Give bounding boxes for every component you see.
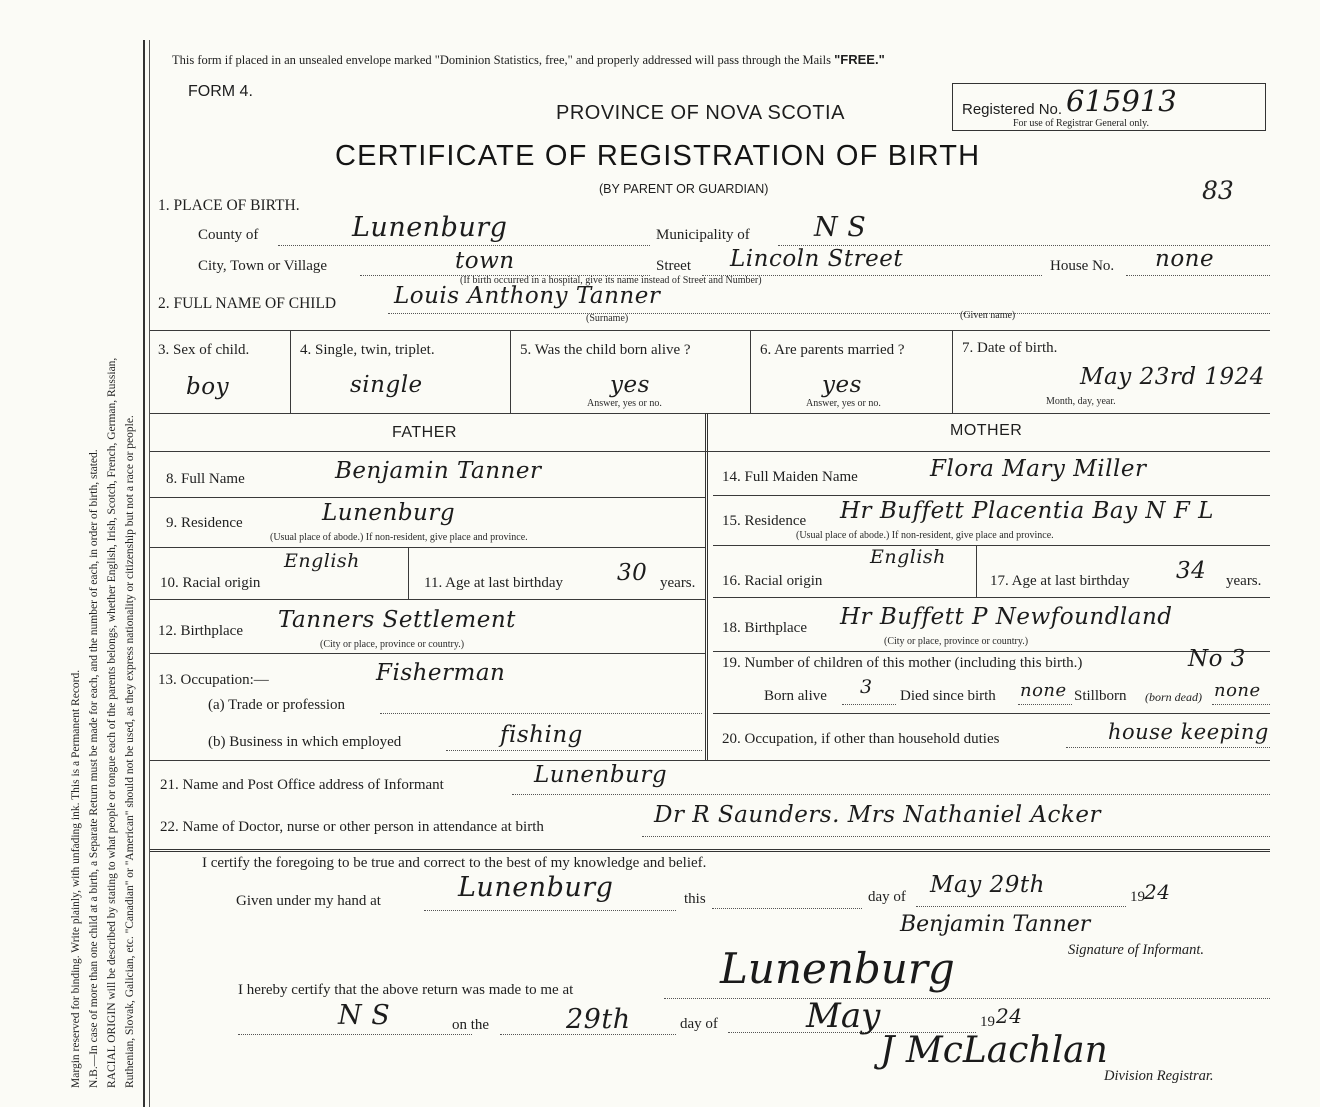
mother-name-label: 14. Full Maiden Name: [722, 469, 858, 485]
mother-row-line-1: [713, 495, 1270, 496]
mother-name-value: Flora Mary Miller: [930, 456, 1147, 482]
born-alive-count-rule: [842, 704, 896, 705]
postal-note-text: This form if placed in an unsealed envelope marked "Dominion Statistics, free," and properly addressed will pass through the Mails: [172, 53, 835, 67]
father-race-divider: [408, 547, 409, 599]
city-value: town: [455, 248, 515, 274]
given-place-rule: [424, 910, 676, 911]
hospital-note: (If birth occurred in a hospital, give its name instead of Street and Number): [460, 275, 762, 286]
born-alive-note: Answer, yes or no.: [587, 398, 662, 409]
born-alive-count-label: Born alive: [764, 688, 827, 704]
doctor-value: Dr R Saunders. Mrs Nathaniel Acker: [654, 802, 1101, 828]
mother-race-value: English: [870, 546, 946, 568]
margin-note-nationality: Ruthenian, Slovak, Galician, etc. "Canadian" or "American" should not be used, as they express nationality or citizenship but not a race or people.: [124, 415, 136, 1088]
box-divider-2: [510, 330, 511, 413]
given-name-note: (Given name): [960, 310, 1016, 321]
mother-age-years: years.: [1226, 573, 1262, 589]
registrar-year-prefix: 19: [980, 1014, 995, 1030]
this-label: this: [684, 891, 706, 907]
mother-row-line-3: [713, 597, 1270, 598]
father-trade-label: (a) Trade or profession: [208, 697, 346, 713]
parents-married-value: yes: [822, 372, 862, 398]
given-day-of-label: day of: [868, 889, 906, 905]
postal-note-free: "FREE.": [834, 52, 885, 67]
father-row-line-2: [150, 547, 705, 548]
child-name-value: Louis Anthony Tanner: [394, 283, 661, 309]
registrar-signature: J McLachlan: [880, 1030, 1108, 1071]
registrar-state-rule: [238, 1034, 472, 1035]
stillborn-note: (born dead): [1145, 690, 1202, 704]
father-birthplace-value: Tanners Settlement: [278, 607, 516, 633]
date-of-birth-value: May 23rd 1924: [1080, 364, 1265, 390]
registrar-month-value: May: [806, 996, 881, 1036]
registrar-state-value: N S: [338, 1000, 391, 1031]
father-name-label: 8. Full Name: [166, 471, 245, 487]
date-of-birth-label: 7. Date of birth.: [962, 340, 1058, 356]
box-divider-1: [290, 330, 291, 413]
surname-note: (Surname): [586, 313, 629, 324]
mother-race-divider: [976, 545, 977, 597]
child-name-label: 2. FULL NAME OF CHILD: [158, 295, 337, 312]
father-row-line-1: [150, 497, 705, 498]
mother-row-line-2: [713, 545, 1270, 546]
stillborn-value: none: [1214, 680, 1261, 701]
place-of-birth-heading: 1. PLACE OF BIRTH.: [158, 197, 300, 214]
doctor-rule: [642, 836, 1270, 837]
stillborn-label: Stillborn: [1074, 688, 1127, 704]
house-number-rule: [1126, 275, 1270, 276]
postal-note: [172, 52, 885, 68]
parents-heading-line: [150, 451, 1270, 452]
born-alive-value: yes: [610, 372, 650, 398]
registrar-year-value: 24: [996, 1004, 1023, 1028]
sex-label: 3. Sex of child.: [158, 342, 250, 358]
father-residence-value: Lunenburg: [322, 500, 456, 526]
father-trade-rule: [380, 713, 702, 714]
registered-number: 615913: [1066, 84, 1177, 118]
mother-children-label: 19. Number of children of this mother (including this birth.): [722, 655, 1083, 671]
registered-label: Registered No.: [962, 101, 1063, 118]
informant-label: 21. Name and Post Office address of Informant: [160, 777, 444, 793]
registrar-statement: I hereby certify that the above return was made to me at: [238, 982, 574, 998]
mother-residence-value: Hr Buffett Placentia Bay N F L: [840, 498, 1214, 524]
father-business-value: fishing: [500, 722, 583, 748]
died-since-birth-rule: [1018, 704, 1072, 705]
corner-mark: 83: [1202, 176, 1234, 205]
box-divider-3: [750, 330, 751, 413]
stillborn-rule: [1212, 704, 1270, 705]
mother-occupation-value: house keeping: [1108, 720, 1269, 744]
father-age-label: 11. Age at last birthday: [424, 575, 563, 591]
parents-center-divider: [705, 413, 708, 760]
county-value: Lunenburg: [352, 212, 508, 243]
row-3-top-line: [150, 330, 1270, 331]
mother-residence-label: 15. Residence: [722, 513, 807, 529]
margin-note-multiple-births: N.B.—In case of more than one child at a birth, a Separate Return must be made for each, and the number of each, in order of birth, stated.: [88, 449, 100, 1088]
county-rule: [278, 245, 650, 246]
box-divider-4: [952, 330, 953, 413]
province-heading: PROVINCE OF NOVA SCOTIA: [556, 102, 845, 124]
child-name-rule: [388, 313, 1270, 314]
given-year-prefix: 19: [1130, 889, 1145, 905]
given-year-value: 24: [1144, 880, 1171, 904]
informant-signature: Benjamin Tanner: [900, 912, 1091, 937]
registrar-place-value: Lunenburg: [720, 944, 955, 993]
left-border: [143, 40, 145, 1107]
mother-occupation-label: 20. Occupation, if other than household duties: [722, 731, 1000, 747]
doctor-label: 22. Name of Doctor, nurse or other person in attendance at birth: [160, 819, 544, 835]
registrar-day-value: 29th: [566, 1004, 631, 1035]
informant-top-line: [150, 760, 1270, 761]
street-value: Lincoln Street: [730, 246, 904, 272]
form-number: FORM 4.: [188, 83, 253, 100]
father-residence-label: 9. Residence: [166, 515, 243, 531]
certificate-title: CERTIFICATE OF REGISTRATION OF BIRTH: [335, 140, 981, 172]
given-place-value: Lunenburg: [458, 872, 614, 903]
registrar-signature-label: Division Registrar.: [1104, 1068, 1214, 1084]
mother-age-label: 17. Age at last birthday: [990, 573, 1130, 589]
mother-race-label: 16. Racial origin: [722, 573, 823, 589]
informant-value: Lunenburg: [534, 762, 668, 788]
father-occupation-value: Fisherman: [376, 660, 506, 686]
father-birthplace-label: 12. Birthplace: [158, 623, 243, 639]
mother-birthplace-value: Hr Buffett P Newfoundland: [840, 604, 1173, 630]
registered-number-box: [952, 83, 1266, 131]
house-number-label: House No.: [1050, 258, 1115, 274]
died-since-birth-value: none: [1020, 680, 1067, 701]
certification-top-line: [150, 849, 1270, 852]
parents-married-label: 6. Are parents married ?: [760, 342, 905, 358]
given-under-hand-label: Given under my hand at: [236, 893, 381, 909]
father-row-line-3: [150, 599, 705, 600]
mother-children-value: No 3: [1188, 646, 1246, 672]
sex-value: boy: [186, 374, 230, 400]
mother-occupation-rule: [1066, 747, 1270, 748]
left-border-inner: [149, 40, 150, 1107]
county-label: County of: [198, 227, 259, 243]
father-occupation-label: 13. Occupation:—: [158, 672, 269, 688]
margin-note-binding: Margin reserved for binding. Write plainly, with unfading ink. This is a Permanent Record.: [70, 669, 82, 1088]
born-alive-label: 5. Was the child born alive ?: [520, 342, 691, 358]
mother-age-value: 34: [1176, 558, 1207, 584]
municipality-value: N S: [814, 212, 867, 243]
father-name-value: Benjamin Tanner: [335, 458, 542, 484]
date-of-birth-note: Month, day, year.: [1046, 396, 1116, 407]
died-since-birth-label: Died since birth: [900, 688, 996, 704]
father-age-years: years.: [660, 575, 696, 591]
plurality-label: 4. Single, twin, triplet.: [300, 342, 435, 358]
father-row-line-4: [150, 653, 705, 654]
registrar-day-of-label: day of: [680, 1016, 718, 1032]
given-date-value: May 29th: [930, 872, 1045, 898]
given-date-rule: [916, 906, 1126, 907]
father-business-label: (b) Business in which employed: [208, 734, 402, 750]
father-age-value: 30: [617, 560, 648, 586]
margin-note-racial-origin: RACIAL ORIGIN will be described by stating to what people or tongue each of the parents belongs, whether English, Irish, Scotch, French, German, Russian,: [106, 357, 118, 1088]
mother-row-line-5: [713, 713, 1270, 714]
street-label: Street: [656, 258, 691, 274]
this-rule: [712, 908, 862, 909]
father-race-value: English: [284, 550, 360, 572]
father-heading: FATHER: [392, 424, 457, 441]
informant-signature-label: Signature of Informant.: [1068, 942, 1205, 958]
mother-birthplace-label: 18. Birthplace: [722, 620, 807, 636]
registrar-on-the-label: on the: [452, 1017, 490, 1033]
parents-married-note: Answer, yes or no.: [806, 398, 881, 409]
row-3-bottom-line: [150, 413, 1270, 414]
certificate-subtitle: (BY PARENT OR GUARDIAN): [599, 182, 769, 196]
informant-rule: [512, 794, 1270, 795]
mother-residence-note: (Usual place of abode.) If non-resident, give place and province.: [796, 530, 1054, 541]
mother-heading: MOTHER: [950, 422, 1023, 439]
city-label: City, Town or Village: [198, 258, 328, 274]
father-residence-note: (Usual place of abode.) If non-resident, give place and province.: [270, 532, 528, 543]
plurality-value: single: [350, 372, 423, 398]
municipality-label: Municipality of: [656, 227, 750, 243]
house-number-value: none: [1155, 246, 1215, 272]
father-race-label: 10. Racial origin: [160, 575, 261, 591]
certification-statement: I certify the foregoing to be true and correct to the best of my knowledge and belief.: [202, 855, 707, 871]
father-business-rule: [446, 750, 702, 751]
father-birthplace-note: (City or place, province or country.): [320, 639, 465, 650]
registrar-note: For use of Registrar General only.: [1013, 118, 1149, 129]
street-rule: [702, 275, 1042, 276]
registrar-place-rule: [664, 998, 1270, 999]
mother-row-line-4: [713, 651, 1270, 652]
mother-birthplace-note: (City or place, province or country.): [884, 636, 1029, 647]
born-alive-count-value: 3: [860, 676, 873, 698]
